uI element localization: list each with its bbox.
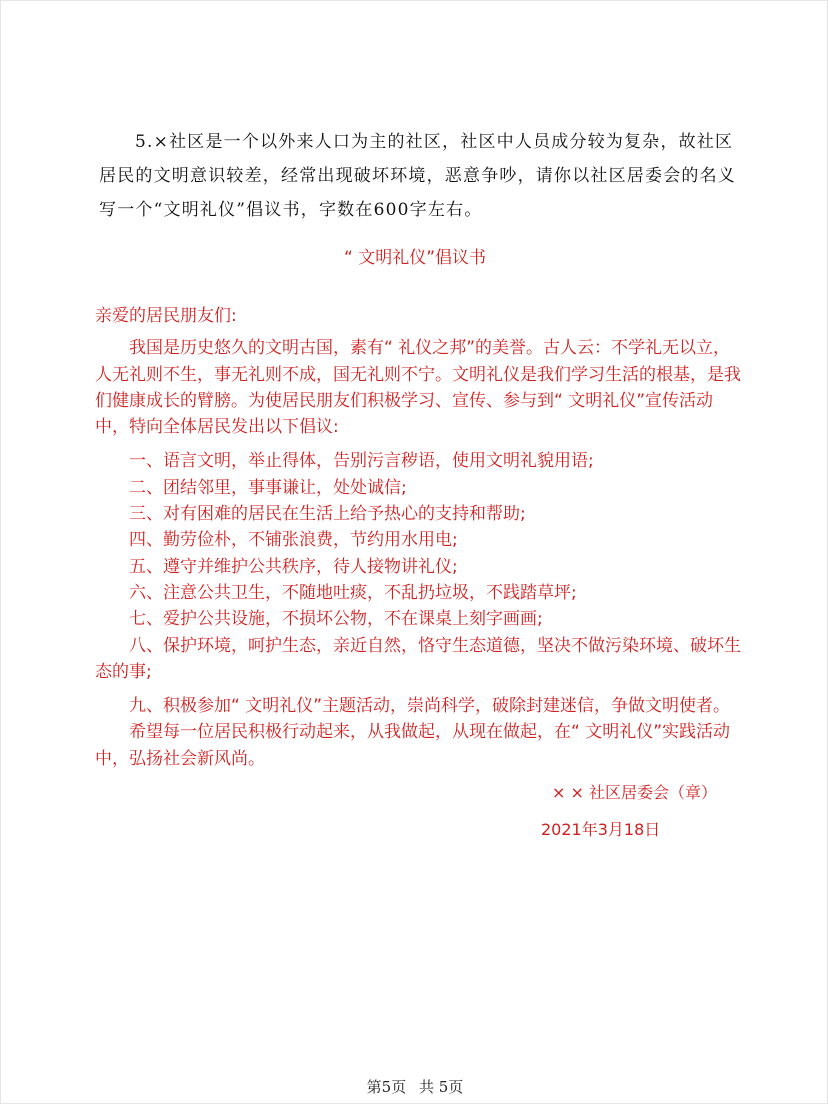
list-item: 六、注意公共卫生，不随地吐痰，不乱扔垃圾，不践踏草坪; (129, 582, 577, 603)
page-footer (1, 1077, 828, 1097)
letter-date: 2021年3月18日 (541, 820, 661, 839)
letter-salutation: 亲爱的居民朋友们: (95, 306, 237, 326)
letter-title: “ 文明礼仪”倡议书 (343, 248, 487, 268)
page-number: 第5页 (366, 1078, 407, 1096)
list-item: 五、遵守并维护公共秩序，待人接物讲礼仪; (129, 556, 458, 577)
list-item: 七、爱护公共设施，不损坏公物，不在课桌上刻字画画; (129, 609, 543, 630)
list-item: 三、对有困难的居民在生活上给予热心的支持和帮助; (129, 504, 526, 525)
list-item: 一、语言文明，举止得体，告别污言秽语，使用文明礼貌用语; (129, 451, 594, 472)
letter-closing-paragraph: 希望每一位居民积极行动起来，从我做起，从现在做起，在“ 文明礼仪”实践活动中，弘扬社会新风尚。 (95, 722, 731, 769)
page-total: 共 5页 (419, 1078, 464, 1096)
letter-signature: × × 社区居委会（章） (552, 783, 717, 802)
letter-body (95, 303, 745, 772)
list-item: 四、勤劳俭朴，不铺张浪费，节约用水用电; (129, 530, 458, 551)
letter-intro-paragraph: 我国是历史悠久的文明古国，素有“ 礼仪之邦”的美誉。古人云：不学礼无以立，人无礼则不生，事无礼则不成，国无礼则不宁。文明礼仪是我们学习生活的根基，是我们健康成长的臂膀。为使居民朋友们积极学习、宣传、参与到“ 文明礼仪”宣传活动中，特向全体居民发出以下倡议: (95, 338, 741, 438)
list-item: 八、保护环境，呵护生态，亲近自然，恪守生态道德，坚决不做污染环境、破坏生态的事; (95, 635, 741, 682)
question-prompt: 5.×社区是一个以外来人口为主的社区，社区中人员成分较为复杂，故社区居民的文明意识较差，经常出现破坏环境，恶意争吵，请你以社区居委会的名义写一个“文明礼仪”倡议书，字数在600字左右。 (99, 132, 736, 220)
list-item: 九、积极参加“ 文明礼仪”主题活动，崇尚科学，破除封建迷信，争做文明使者。 (129, 696, 731, 717)
list-item: 二、团结邻里，事事谦让，处处诚信; (129, 477, 407, 498)
